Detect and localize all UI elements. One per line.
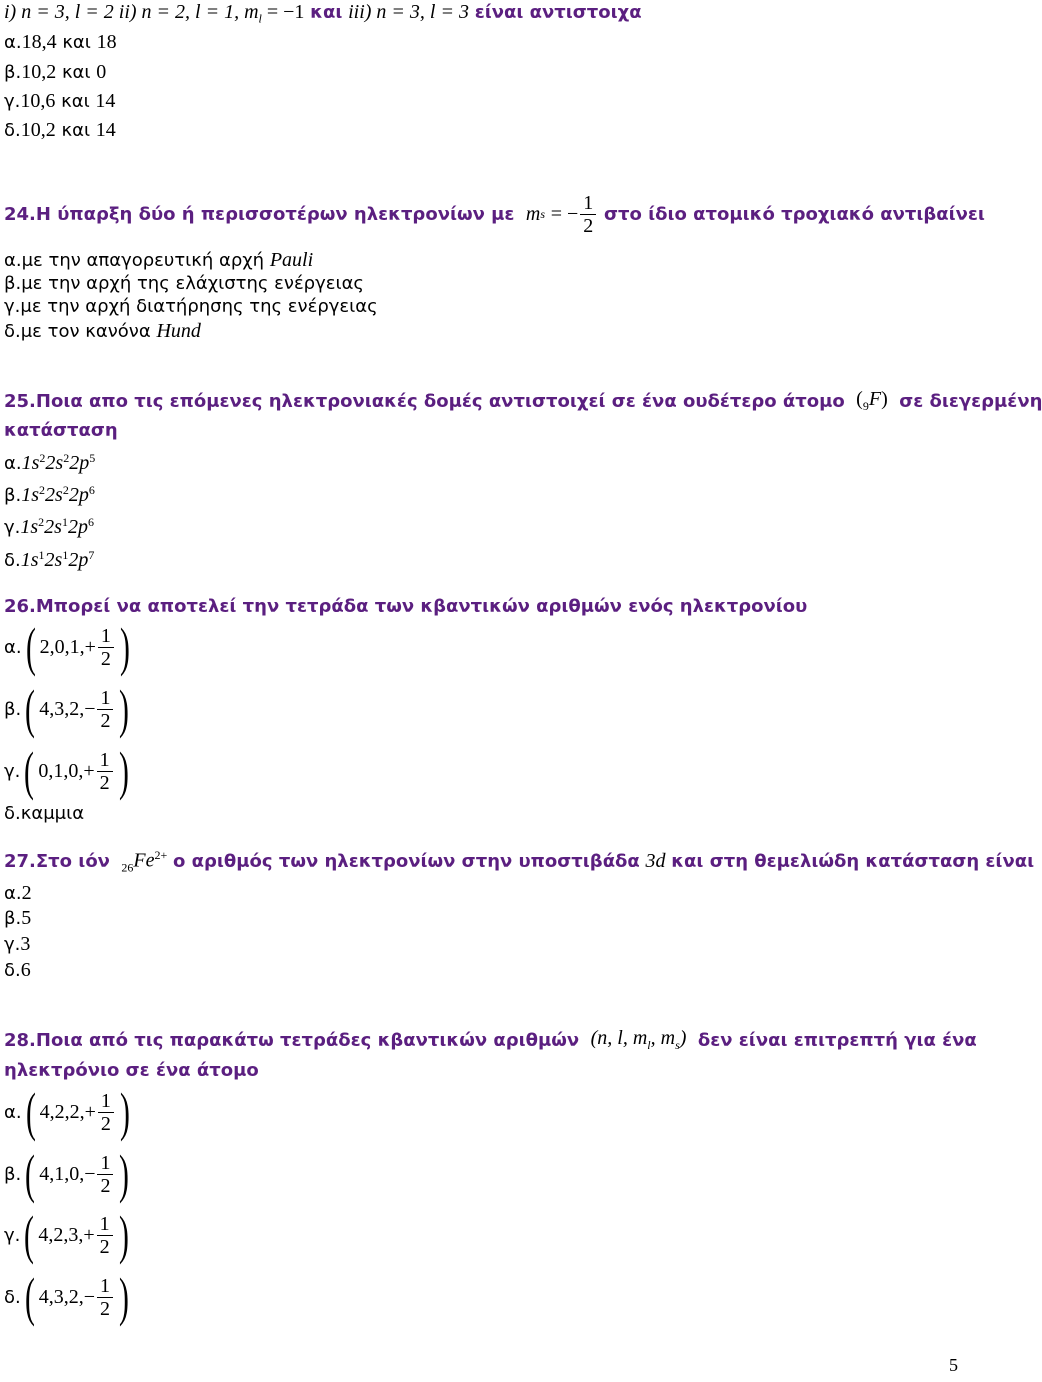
tuple-end: ) — [679, 1027, 687, 1049]
option-value: 3 — [20, 933, 31, 955]
orbital: 2s — [44, 516, 62, 538]
q28-stem — [4, 1027, 977, 1053]
orbital: 1s — [21, 452, 40, 474]
q25-option-d — [4, 543, 94, 573]
q26-option-a — [4, 617, 134, 677]
q24-ms-sub: s — [540, 207, 545, 221]
q27-subshell: 3d — [645, 850, 666, 873]
occupancy: 1 — [61, 515, 68, 529]
atom-subscript: 9 — [862, 399, 869, 413]
option-letter: γ. — [4, 1224, 21, 1246]
option-letter: δ. — [4, 1286, 21, 1308]
q26-option-c — [4, 741, 133, 801]
tuple-values: 4,1,0,− — [39, 1162, 96, 1185]
quantum-tuple: ( 4,3,2,− $\frac{1}{2}$ ) — [25, 679, 130, 739]
q25-tail: σε διεγερμένη — [899, 390, 1042, 412]
quantum-tuple: ( 4,2,2,+ $\frac{1}{2}$ ) — [25, 1082, 130, 1142]
q25-option-a — [4, 446, 95, 476]
fraction-numerator: 1 — [580, 192, 596, 215]
q26-stem: 26.Μπορεί να αποτελεί την τετράδα των κβαντικών αριθμών ενός ηλεκτρονίου — [4, 596, 808, 617]
option-letter: α. — [4, 453, 22, 474]
option-letter: δ. — [4, 550, 21, 571]
tuple-mid: , m — [650, 1027, 676, 1049]
q23-stem — [4, 0, 642, 31]
q28-option-d — [4, 1267, 133, 1327]
q23-option-c — [4, 89, 115, 114]
q28-option-b — [4, 1144, 133, 1204]
occupancy: 6 — [87, 515, 94, 529]
q26-option-d: δ.καμμια — [4, 803, 85, 824]
q23-stem-iii: iii) n = 3, l = 3 — [348, 1, 469, 23]
q23-stem-math2: = −1 — [261, 1, 305, 23]
q25-stem — [4, 388, 1042, 414]
occupancy: 5 — [89, 451, 96, 465]
option-kai: και — [62, 32, 91, 53]
occupancy: 2 — [62, 483, 69, 497]
fraction-numerator: 1 — [97, 1213, 113, 1236]
occupancy: 2 — [63, 451, 70, 465]
q24-option-c — [4, 295, 378, 319]
q23-option-d — [4, 118, 116, 143]
q27-mid: ο αριθμός των ηλεκτρονίων στην υποστιβάδα — [173, 851, 640, 873]
option-value-a: 18,4 — [21, 31, 57, 53]
option-value: 2 — [21, 882, 32, 904]
fraction-denominator: 2 — [100, 1112, 111, 1135]
option-text: γ.με την αρχή διατήρησης της ενέργειας — [4, 296, 378, 317]
option-letter: β. — [4, 908, 22, 929]
q23-option-b — [4, 60, 106, 85]
q28-option-c — [4, 1205, 133, 1265]
fraction-numerator: 1 — [98, 625, 114, 648]
q25-atom: $(_9F)$ — [856, 388, 888, 413]
q25-option-c — [4, 510, 94, 540]
q28-tuple — [591, 1027, 687, 1053]
option-value-b: 0 — [96, 61, 107, 83]
q23-stem-math: i) n = 3, l = 2 ii) n = 2, l = 1, m — [4, 1, 259, 23]
occupancy: 2 — [39, 483, 46, 497]
orbital: 2p — [68, 484, 89, 506]
q24-option-d — [4, 319, 201, 344]
fraction-denominator: 2 — [99, 771, 110, 794]
fraction-numerator: 1 — [97, 749, 113, 772]
fraction-numerator: 1 — [97, 687, 113, 710]
orbital: 1s — [20, 549, 39, 571]
option-value-b: 14 — [95, 90, 116, 112]
option-value: 6 — [20, 959, 31, 981]
ion-symbol: Fe — [133, 849, 155, 872]
tuple-values: 0,1,0,+ — [38, 759, 95, 782]
fraction-denominator: 2 — [100, 709, 111, 732]
occupancy: 7 — [88, 548, 95, 562]
option-text: δ.με τον κανόνα — [4, 321, 151, 342]
option-text: α.με την απαγορευτική αρχή — [4, 250, 265, 271]
option-letter: α. — [4, 32, 22, 53]
tuple-sub: l — [647, 1038, 651, 1052]
orbital: 1s — [21, 484, 40, 506]
q24-option-b — [4, 272, 364, 296]
orbital: 2p — [69, 452, 90, 474]
q28-stem-line2: ηλεκτρόνιο σε ένα άτομο — [4, 1060, 259, 1081]
option-letter: β. — [4, 485, 22, 506]
fraction-denominator: 2 — [100, 1297, 110, 1320]
q27-option-d — [4, 958, 31, 983]
tuple-values: 4,2,3,+ — [38, 1223, 95, 1246]
quantum-tuple: ( 4,1,0,− $\frac{1}{2}$ ) — [25, 1144, 130, 1204]
orbital: 2s — [45, 484, 63, 506]
option-kai: και — [61, 91, 90, 112]
option-letter: β. — [4, 698, 22, 720]
q27-stem — [4, 848, 1034, 876]
option-letter: α. — [4, 883, 22, 904]
option-letter: δ. — [4, 120, 21, 141]
option-kai: και — [61, 62, 91, 83]
page-number: 5 — [949, 1355, 958, 1375]
option-letter: γ. — [4, 934, 21, 955]
quantum-tuple: ( 0,1,0,+ $\frac{1}{2}$ ) — [24, 741, 129, 801]
q23-stem-math-sub: l — [258, 11, 262, 26]
fraction-denominator: 2 — [100, 1174, 111, 1197]
option-letter: γ. — [4, 91, 21, 112]
option-letter: β. — [4, 62, 22, 83]
option-value: 5 — [21, 907, 32, 929]
occupancy: 2 — [39, 451, 46, 465]
option-letter: α. — [4, 1101, 22, 1123]
option-letter: α. — [4, 636, 22, 658]
option-kai: και — [61, 120, 91, 141]
q23-option-a — [4, 30, 117, 55]
option-value-a: 10,6 — [20, 90, 56, 112]
q27-option-a — [4, 881, 32, 906]
quantum-tuple: ( 4,3,2,− $\frac{1}{2}$ ) — [24, 1267, 129, 1327]
option-letter: δ. — [4, 960, 21, 981]
q23-kai: και — [310, 2, 343, 23]
fraction-numerator: 1 — [98, 1090, 114, 1113]
quantum-tuple: ( 2,0,1,+ $\frac{1}{2}$ ) — [25, 617, 130, 677]
q27-option-c — [4, 932, 30, 957]
atom-symbol: F — [868, 388, 882, 410]
option-value-a: 10,2 — [21, 61, 57, 83]
option-math: Hund — [156, 320, 201, 342]
fraction-numerator: 1 — [97, 1152, 113, 1175]
occupancy: 6 — [88, 483, 95, 497]
q25-stem-text: 25.Ποια απο τις επόμενες ηλεκτρονιακές δομές αντιστοιχεί σε ένα ουδέτερο άτομο — [4, 390, 845, 412]
option-text: β.με την αρχή της ελάχιστης ενέργειας — [4, 273, 364, 294]
q26-option-b — [4, 679, 133, 739]
q28-stem-text: 28.Ποια από τις παρακάτω τετράδες κβαντικών αριθμών — [4, 1029, 580, 1051]
ion-charge: 2+ — [154, 848, 168, 862]
tuple-values: 2,0,1,+ — [39, 635, 96, 658]
option-letter: γ. — [4, 760, 21, 782]
q27-option-b — [4, 906, 31, 931]
tuple-sub: s — [675, 1038, 680, 1052]
option-letter: β. — [4, 1163, 22, 1185]
q24-stem-text: 24.Η ύπαρξη δύο ή περισσοτέρων ηλεκτρονίων με — [4, 204, 515, 225]
orbital: 2p — [68, 549, 89, 571]
q24-ms: m — [525, 203, 541, 225]
option-value-b: 18 — [96, 31, 117, 53]
option-value-a: 10,2 — [20, 119, 56, 141]
q23-tail: είναι αντιστοιχα — [474, 2, 642, 23]
option-math: Pauli — [269, 249, 314, 271]
q24-eq: = − — [550, 203, 579, 225]
quantum-tuple: ( 4,2,3,+ $\frac{1}{2}$ ) — [24, 1205, 129, 1265]
q25-option-b — [4, 478, 95, 508]
orbital: 1s — [20, 516, 39, 538]
q27-stem-text: 27.Στο ιόν — [4, 851, 110, 873]
orbital: 2s — [44, 549, 63, 571]
q24-tail: στο ίδιο ατομικό τροχιακό αντιβαίνει — [604, 204, 985, 225]
tuple-values: 4,3,2,− — [38, 1285, 95, 1308]
q24-fraction — [580, 192, 596, 237]
q25-stem-line2: κατάσταση — [4, 420, 118, 441]
orbital: 2p — [67, 516, 88, 538]
q27-ion — [121, 848, 167, 876]
option-value-b: 14 — [95, 119, 116, 141]
q27-tail: και στη θεμελιώδη κατάσταση είναι — [671, 851, 1035, 873]
occupancy: 2 — [38, 515, 45, 529]
tuple-values: 4,3,2,− — [39, 697, 96, 720]
tuple-start: (n, l, m — [590, 1027, 648, 1049]
tuple-values: 4,2,2,+ — [39, 1100, 96, 1123]
q28-option-a — [4, 1082, 134, 1142]
occupancy: 1 — [38, 548, 45, 562]
fraction-denominator: 2 — [100, 647, 111, 670]
q28-tail: δεν είναι επιτρεπτή για ένα — [697, 1029, 977, 1051]
fraction-denominator: 2 — [583, 215, 594, 237]
q24-stem — [4, 192, 985, 237]
ion-subscript: 26 — [121, 860, 134, 875]
option-letter: γ. — [4, 517, 21, 538]
fraction-numerator: 1 — [97, 1275, 113, 1298]
q24-option-a — [4, 248, 313, 273]
orbital: 2s — [45, 452, 64, 474]
occupancy: 1 — [62, 548, 69, 562]
fraction-denominator: 2 — [99, 1235, 110, 1258]
